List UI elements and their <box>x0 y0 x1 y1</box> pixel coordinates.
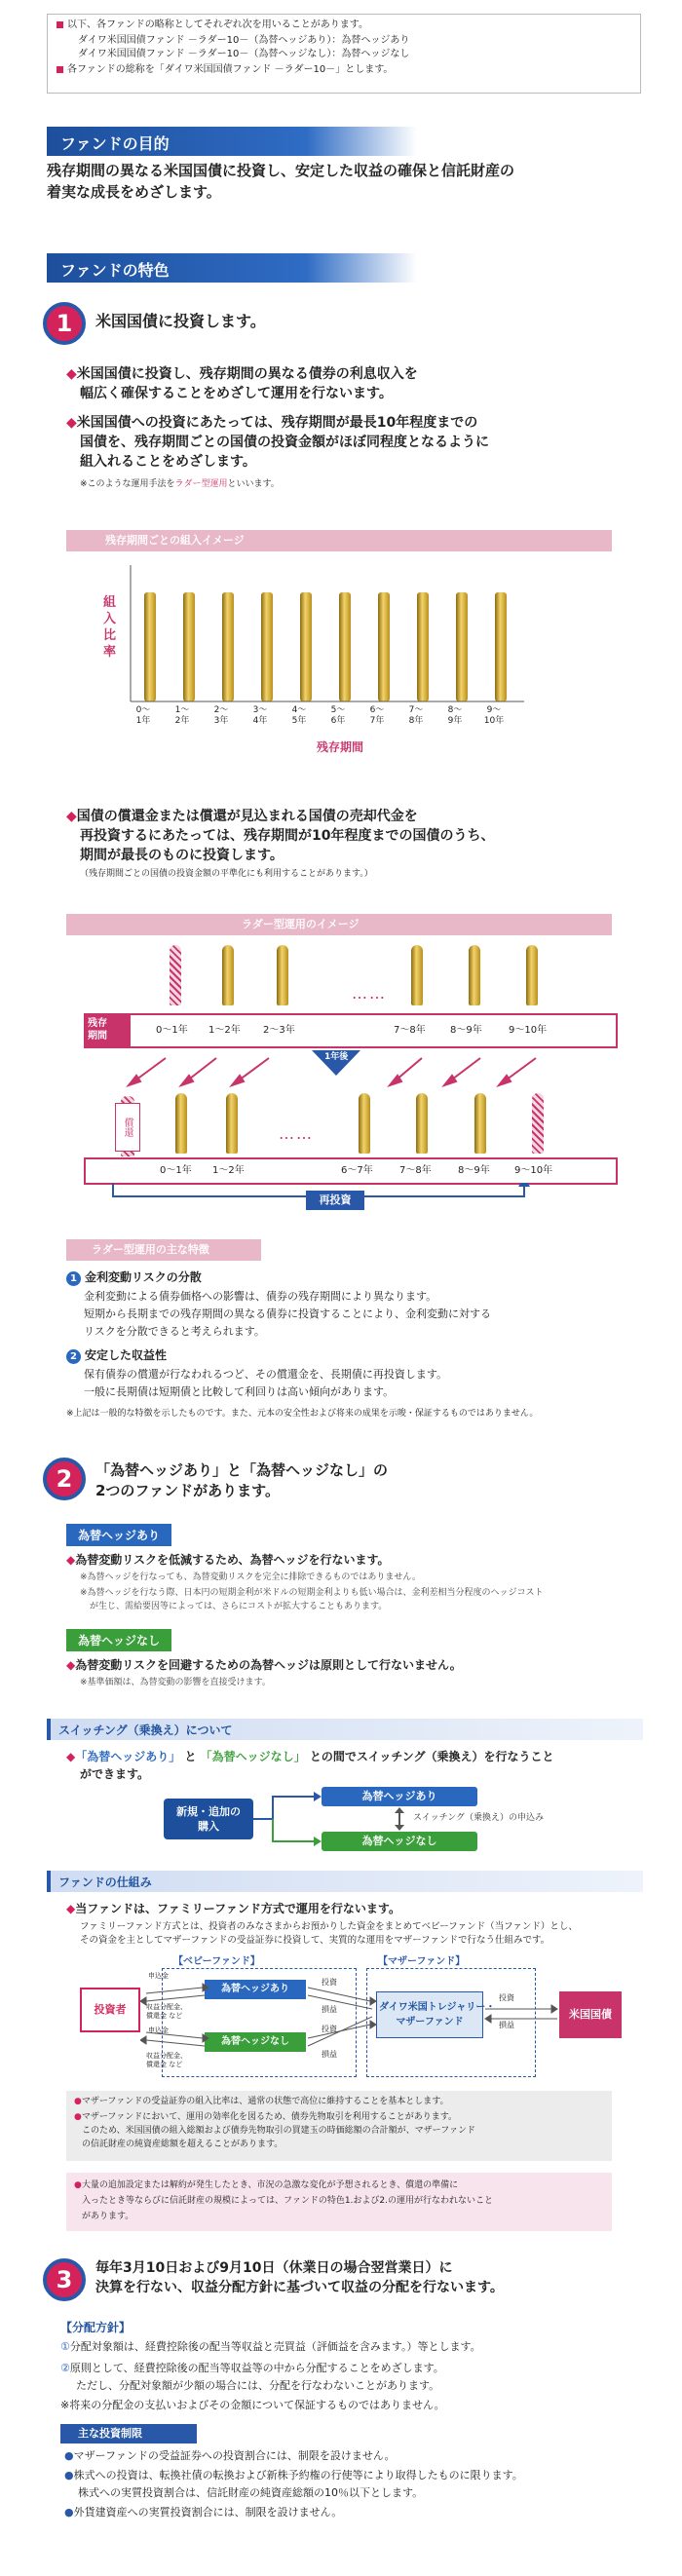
fm-note: ※上記は一般的な特徴を示したものです。また、元本の安全性および将来の成果を示唆・保証するものではありません。 <box>66 1409 539 1419</box>
f1-note-a: ※このような運用手法を <box>80 479 175 489</box>
chart1-tick-label: 7～ 8年 <box>408 705 424 726</box>
redeem-label-2: 収益分配金、 償還金 など <box>146 2052 187 2068</box>
ladder-coin <box>469 945 480 1005</box>
ladder-dots-bottom: …… <box>279 1124 314 1143</box>
header-line2: ダイワ米国国債ファンド －ラダー10－（為替ヘッジあり）：為替ヘッジあり <box>78 35 410 46</box>
fm-t2a: 保有債券の償還が行なわれるつど、その償還金を、長期債に再投資します。 <box>84 1368 448 1381</box>
mother-fund-label: 【マザーファンド】 <box>378 1956 466 1967</box>
structure-arrows <box>140 1974 627 2067</box>
diamond-bullet-icon: ◆ <box>66 1553 76 1567</box>
ladder-tick-label: 1～2年 <box>208 1025 241 1036</box>
header-line1: 以下、各ファンドの略称としてそれぞれ次を用いることがあります。 <box>67 19 368 30</box>
f1b-p2: 再投資するにあたっては、残存期間が10年程度までの国債のうち、 <box>80 828 495 844</box>
diamond-bullet-icon: ◆ <box>66 1750 76 1763</box>
gain-label-1: 損益 <box>322 2005 337 2014</box>
switch-t1a: 「為替ヘッジあり」 <box>75 1750 181 1763</box>
f1b-p3: 期間が最長のものに投資します。 <box>80 848 284 863</box>
ladder-tick-label: 8～9年 <box>458 1165 490 1176</box>
apply-label-1: 申込金 <box>148 1972 169 1980</box>
invest-label-2: 投資 <box>322 2025 337 2033</box>
notes1-a: マザーファンドの受益証券の組入比率は、通常の状態で高位に維持することを基本とします。 <box>81 2097 449 2106</box>
structure-t3: その資金を主としてマザーファンドの受益証券に投資して、実質的な運用をマザーファンドで行なう仕組みです。 <box>80 1935 550 1946</box>
nohedge-label: 為替ヘッジなし <box>66 1629 171 1651</box>
ladder-tick-label: 2～3年 <box>263 1025 295 1036</box>
nohedge-note: ※基準価額は、為替変動の影響を直接受けます。 <box>80 1678 271 1687</box>
ladder-tick-label: 9～10年 <box>509 1025 548 1036</box>
diamond-bullet-icon: ◆ <box>66 366 77 382</box>
switch-t1d: との間でスイッチング（乗換え）を行なうこと <box>309 1750 554 1763</box>
f3-p2a: 原則として、経費控除後の配当等収益等の中から分配することをめざします。 <box>69 2362 444 2374</box>
chart1-bar <box>144 592 156 701</box>
f1b-note: （残存期間ごとの国債の投資金額の平準化にも利用することがあります。） <box>80 869 373 879</box>
number-2-icon: 2 <box>66 1349 81 1364</box>
bullet-dot-icon: ● <box>64 2469 74 2481</box>
fm-t1b: 短期から長期までの残存期間の異なる債券に投資することにより、金利変動に対する <box>84 1307 491 1320</box>
structure-nohedge-box: 為替ヘッジなし <box>205 2032 306 2052</box>
ladder-coin <box>170 945 181 1005</box>
us-bond-box: 米国国債 <box>559 1991 622 2038</box>
ladder-tick-label: 6～7年 <box>341 1165 373 1176</box>
switch-nohedge-box: 為替ヘッジなし <box>322 1832 477 1851</box>
fm-h1: 金利変動リスクの分散 <box>85 1270 202 1284</box>
chart1-tick-label: 4～ 5年 <box>291 705 307 726</box>
f1-p2c: 組入れることをめざします。 <box>80 454 256 470</box>
one-year-label: 1年後 <box>324 1052 349 1062</box>
switch-t2: ができます。 <box>80 1767 150 1781</box>
bullet-dot-icon: ● <box>64 2449 74 2462</box>
f3-l1: マザーファンドの受益証券への投資割合には、制限を設けません。 <box>73 2449 396 2462</box>
ladder-tick-label: 8～9年 <box>450 1025 482 1036</box>
gain-label-2: 損益 <box>322 2050 337 2059</box>
purpose-banner: ファンドの目的 <box>47 127 417 156</box>
f1-p1b: 幅広く確保することをめざして運用を行ないます。 <box>80 386 393 401</box>
ladder-coin <box>532 1093 544 1154</box>
ladder-coin <box>526 945 538 1005</box>
switch-double-arrow-icon <box>392 1807 407 1831</box>
ladder-title: ラダー型運用のイメージ <box>242 918 360 930</box>
bullet-dot-icon: ● <box>64 2506 74 2519</box>
bullet-dot-icon: ● <box>74 2180 82 2190</box>
ladder-coin <box>277 945 288 1005</box>
diamond-bullet-icon: ◆ <box>66 415 77 431</box>
f1-note-c: といいます。 <box>227 479 280 489</box>
chart1-bar <box>339 592 351 701</box>
gain-label-3: 損益 <box>499 2021 514 2029</box>
ladder-tick-label: 0～1年 <box>160 1165 192 1176</box>
chart1-bar <box>261 592 273 701</box>
diamond-bullet-icon: ◆ <box>66 1658 76 1672</box>
f3-l2b: 株式への実質投資割合は、信託財産の純資産総額の10％以下とします。 <box>78 2486 424 2499</box>
chart1-tick-label: 3～ 4年 <box>252 705 268 726</box>
chart1-xlabel: 残存期間 <box>317 740 364 754</box>
f1-note-b: ラダー型運用 <box>174 479 228 489</box>
header-line4: 各ファンドの総称を「ダイワ米国国債ファンド －ラダー10－」とします。 <box>67 64 394 75</box>
chart1-bar <box>417 592 429 701</box>
ladder-tick-label: 0～1年 <box>156 1025 188 1036</box>
purpose-text-1: 残存期間の異なる米国国債に投資し、安定した収益の確保と信託財産の <box>47 162 515 179</box>
fm-t1a: 金利変動による債券価格への影響は、債券の残存期間により異なります。 <box>84 1290 437 1303</box>
redeem-label: 償還 <box>115 1103 140 1152</box>
f1b-p1: 国債の償還金または償還が見込まれる国債の売却代金を <box>76 809 418 824</box>
switch-t1b: と <box>184 1750 197 1763</box>
purchase-arrows <box>253 1789 322 1849</box>
f1-p2a: 米国国債への投資にあたっては、残存期間が最長10年程度までの <box>76 415 478 431</box>
switching-bar: スイッチング（乗換え）について <box>47 1719 643 1740</box>
apply-label-2: 申込金 <box>148 2027 169 2034</box>
chart1-tick-label: 2～ 3年 <box>213 705 229 726</box>
diamond-bullet-icon: ◆ <box>66 1902 76 1915</box>
circle-2-icon: ② <box>60 2362 70 2374</box>
ladder-coin <box>226 1093 238 1154</box>
structure-bar: ファンドの仕組み <box>47 1871 643 1892</box>
structure-t1: 当ファンドは、ファミリーファンド方式で運用を行ないます。 <box>75 1902 400 1915</box>
chart1-bar <box>222 592 234 701</box>
purpose-text-2: 着実な成長をめざします。 <box>47 183 221 201</box>
ladder-shift-arrows <box>107 1052 614 1091</box>
f3-p2b: ただし、分配対象額が少額の場合には、分配を行なわないことがあります。 <box>76 2379 440 2392</box>
f2-title-1: 「為替ヘッジあり」と「為替ヘッジなし」の <box>95 1461 389 1479</box>
diamond-bullet-icon: ◆ <box>66 809 77 824</box>
nohedge-text: 為替変動リスクを回避するための為替ヘッジは原則として行ないません。 <box>75 1658 462 1672</box>
f3-l2a: 株式への投資は、転換社債の転換および新株予約権の行使等により取得したものに限ります。 <box>73 2469 523 2481</box>
invest-label-3: 投資 <box>499 1993 514 2002</box>
fm-t1c: リスクを分散できると考えられます。 <box>84 1325 265 1338</box>
f2-title-2: 2つのファンドがあります。 <box>95 1482 280 1499</box>
investor-box: 投資者 <box>80 1988 140 2032</box>
chart1-bar <box>456 592 468 701</box>
f1-p1a: 米国国債に投資し、残存期間の異なる債券の利息収入を <box>76 366 418 382</box>
structure-t2: ファミリーファンド方式とは、投資者のみなさまからお預かりした資金をまとめてベビーファンド（当ファンド）とし、 <box>80 1921 578 1932</box>
bullet-dot-icon: ● <box>74 2097 82 2106</box>
new-purchase-box: 新規・追加の 購入 <box>164 1799 253 1839</box>
f3-p3: ※将来の分配金の支払いおよびその金額について保証するものではありません。 <box>60 2399 445 2411</box>
ladder-tick-label: 9～10年 <box>514 1165 553 1176</box>
switch-hedge-box: 為替ヘッジあり <box>322 1787 477 1806</box>
header-line3: ダイワ米国国債ファンド －ラダー10－（為替ヘッジなし）：為替ヘッジなし <box>78 49 410 59</box>
hedge-note-1: ※為替ヘッジを行なっても、為替変動リスクを完全に排除できるものではありません。 <box>80 1572 421 1582</box>
chart1-tick-label: 0～ 1年 <box>135 705 151 726</box>
f3-title-1: 毎年3月10日および9月10日（休業日の場合翌営業日）に <box>95 2260 453 2276</box>
chart1-tick-label: 6～ 7年 <box>369 705 385 726</box>
switch-t1c: 「為替ヘッジなし」 <box>200 1750 306 1763</box>
reinvest-label: 再投資 <box>306 1191 364 1210</box>
bullet-dot-icon: ● <box>74 2112 82 2122</box>
chart1-bar <box>495 592 507 701</box>
chart1-plot <box>125 565 534 711</box>
notes1-c: このため、米国国債の組入総額および債券先物取引の買建玉の時価総額の合計額が、マザーファンド <box>82 2126 476 2136</box>
f1-p2b: 国債を、残存期間ごとの国債の投資金額がほぼ同程度となるように <box>80 435 489 450</box>
hedge-note-3: が生じ、需給要因等によっては、さらにコストが拡大することもあります。 <box>90 1602 388 1611</box>
feature-number-2: 2 <box>43 1458 86 1500</box>
ladder-dots-top: …… <box>352 984 387 1003</box>
ladder-coin <box>359 1093 370 1154</box>
chart1-tick-label: 5～ 6年 <box>330 705 346 726</box>
bullet-square-icon <box>57 21 63 28</box>
notes1-d: の信託財産の純資産総額を超えることがあります。 <box>82 2140 284 2149</box>
f3-l3: 外貨建資産への実質投資割合には、制限を設けません。 <box>73 2506 343 2519</box>
structure-hedge-box: 為替ヘッジあり <box>205 1980 306 1999</box>
chart1-bar <box>183 592 195 701</box>
chart1-tick-label: 8～ 9年 <box>447 705 463 726</box>
bullet-square-icon <box>57 66 63 73</box>
feature-1-title: 米国国債に投資します。 <box>95 312 266 330</box>
features-main-title: ラダー型運用の主な特徴 <box>92 1243 209 1256</box>
redeem-label-1: 収益分配金、 償還金 など <box>146 2003 187 2020</box>
limit-heading: 主な投資制限 <box>78 2427 142 2440</box>
hedge-text: 為替変動リスクを低減するため、為替ヘッジを行ないます。 <box>75 1553 390 1567</box>
ladder-coin <box>411 945 423 1005</box>
ladder-row-label: 残存 期間 <box>84 1013 131 1048</box>
hedge-label: 為替ヘッジあり <box>66 1524 171 1546</box>
f3-title-2: 決算を行ない、収益分配方針に基づいて収益の分配を行ないます。 <box>95 2280 504 2295</box>
chart1-bar <box>300 592 312 701</box>
ladder-coin <box>175 1093 187 1154</box>
chart1-ylabel: 組 入 比 率 <box>103 595 117 660</box>
circle-1-icon: ① <box>60 2340 70 2353</box>
features-banner: ファンドの特色 <box>47 253 417 283</box>
ladder-coin <box>474 1093 486 1154</box>
chart1-bar <box>378 592 390 701</box>
invest-label-1: 投資 <box>322 1978 337 1987</box>
fm-h2: 安定した収益性 <box>85 1348 168 1362</box>
ladder-tick-label: 1～2年 <box>212 1165 245 1176</box>
chart1-tick-label: 9～ 10年 <box>483 705 505 726</box>
mother-fund-box: ダイワ米国トレジャリー・ マザーファンド <box>376 1991 483 2038</box>
notes2-b: 入ったとき等ならびに信託財産の規模によっては、ファンドの特色1.および2.の運用が行なわれないこと <box>82 2196 493 2206</box>
policy-heading: 【分配方針】 <box>60 2321 132 2334</box>
f3-p1: 分配対象額は、経費控除後の配当等収益と売買益（評価益を含みます。）等とします。 <box>69 2340 481 2353</box>
baby-fund-label: 【ベビーファンド】 <box>173 1956 260 1967</box>
feature-number-3: 3 <box>43 2258 86 2301</box>
ladder-coin <box>222 945 234 1005</box>
chart1-tick-label: 1～ 2年 <box>174 705 190 726</box>
number-1-icon: 1 <box>66 1271 81 1286</box>
switch-arrow-note: スイッチング（乗換え）の申込み <box>413 1813 545 1823</box>
feature-number-1: 1 <box>43 302 86 345</box>
notes2-c: があります。 <box>82 2212 134 2221</box>
chart1-title: 残存期間ごとの組入イメージ <box>105 534 245 547</box>
notes1-b: マザーファンドにおいて、運用の効率化を図るため、債券先物取引を利用することがあります。 <box>81 2112 457 2122</box>
ladder-tick-label: 7～8年 <box>399 1165 432 1176</box>
notes2-a: 大量の追加設定または解約が発生したとき、市況の急激な変化が予想されるとき、償還の準備に <box>81 2180 459 2190</box>
ladder-coin <box>416 1093 428 1154</box>
ladder-tick-label: 7～8年 <box>394 1025 426 1036</box>
fm-t2b: 一般に長期債は短期債と比較して利回りは高い傾向があります。 <box>84 1385 395 1398</box>
hedge-note-2: ※為替ヘッジを行なう際、日本円の短期金利が米ドルの短期金利よりも低い場合は、金利差相当分程度のヘッジコスト <box>80 1588 544 1598</box>
